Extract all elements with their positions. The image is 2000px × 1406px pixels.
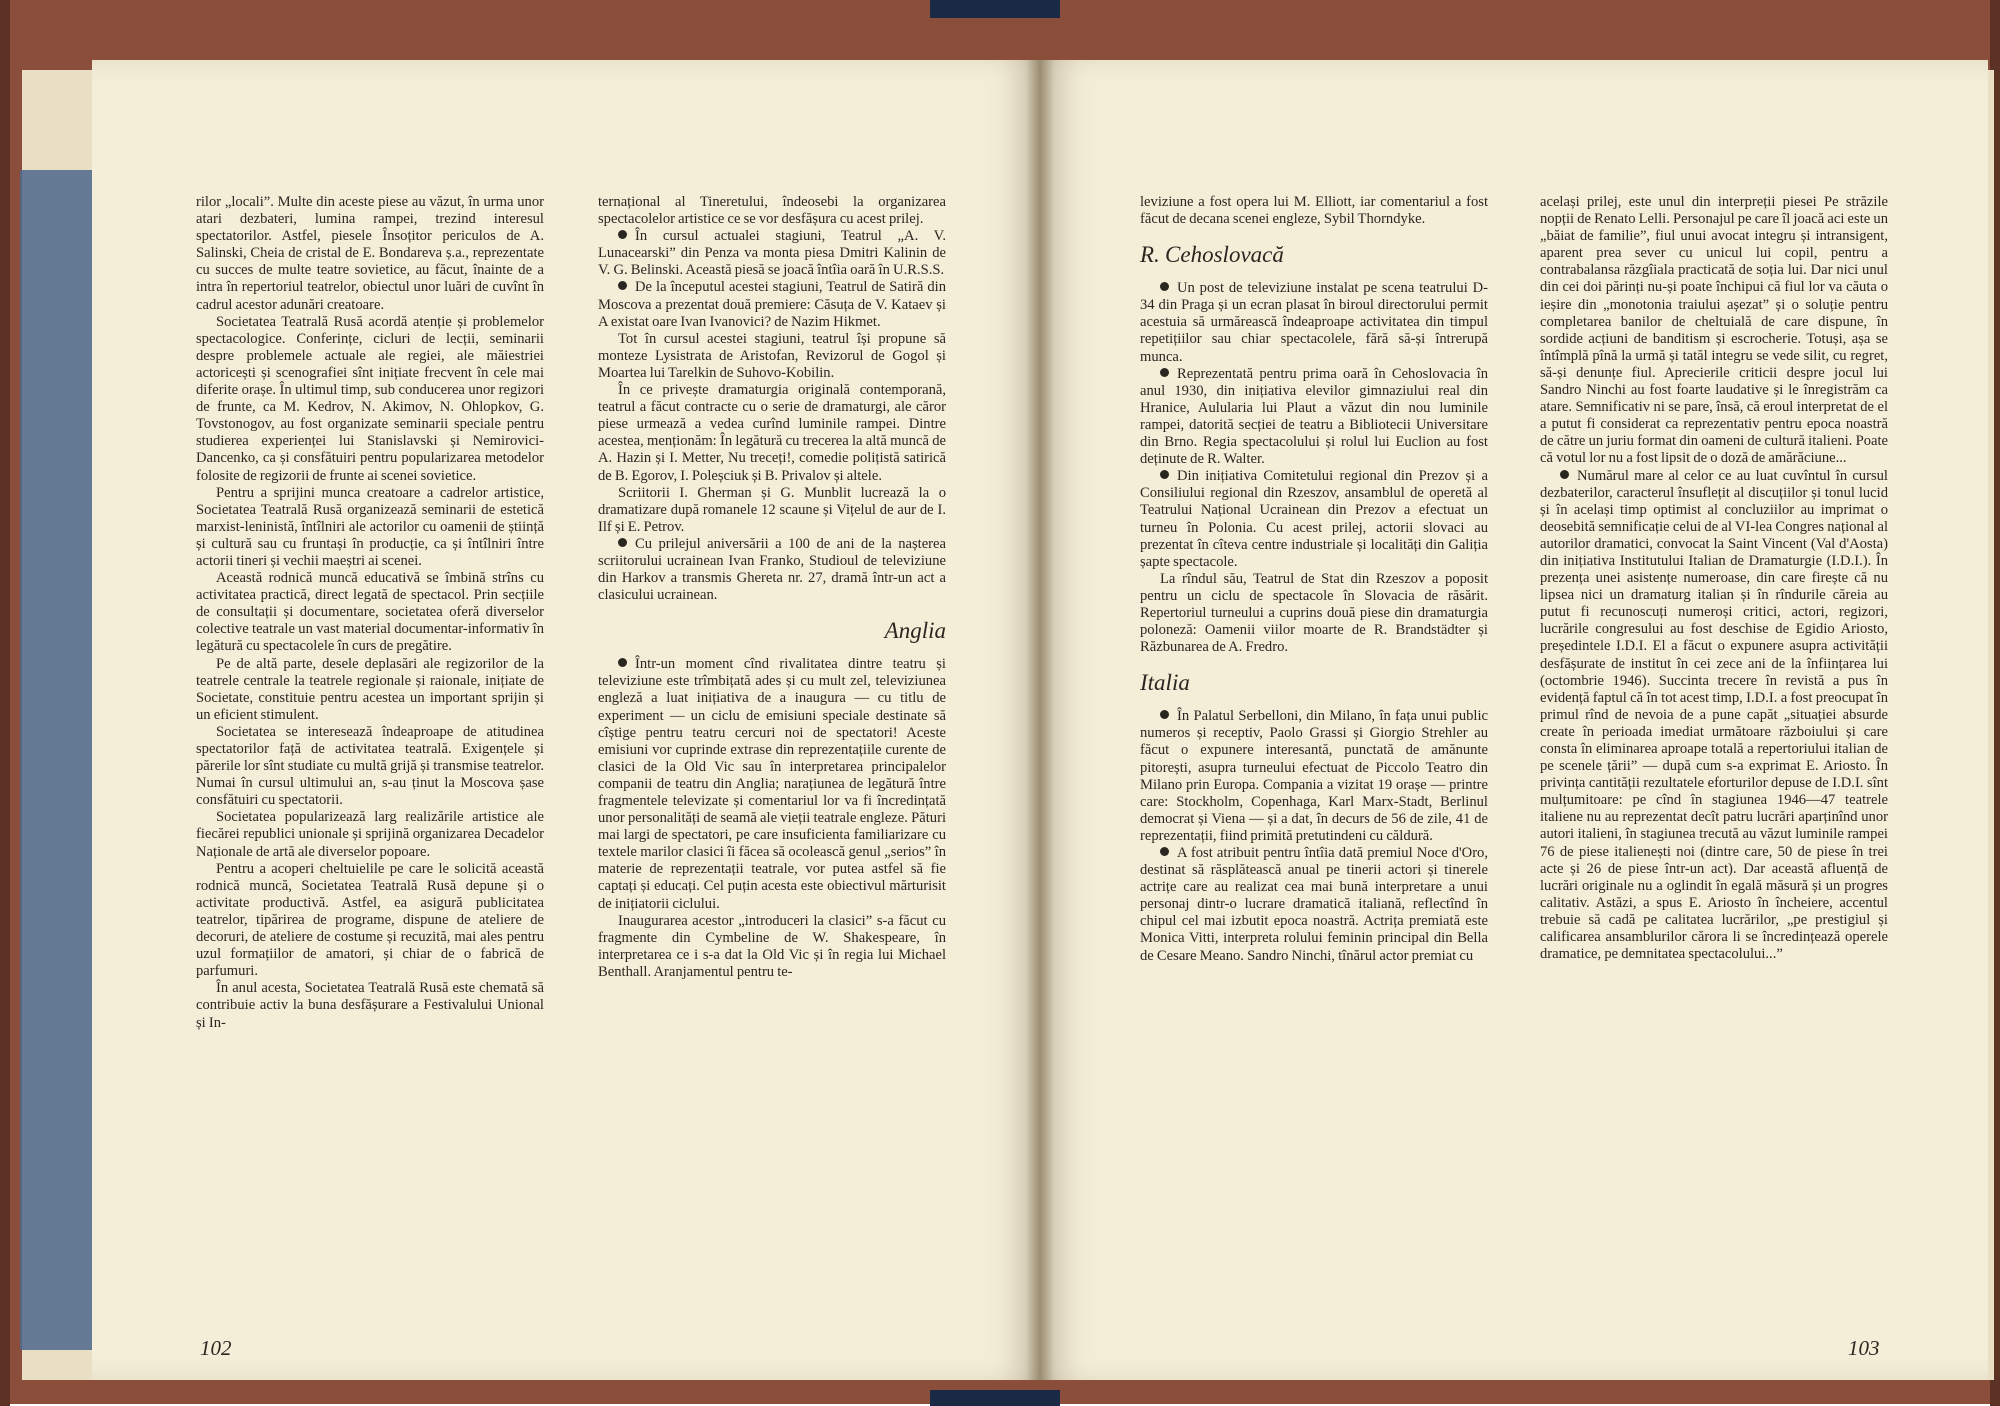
paragraph: Această rodnică muncă educativă se îmbină strîns cu activitatea practică, direct legată de spectacol. Prin secțiile de consultații și documentare, societatea oferă diverselor colective teatrale un vast material documentar-informativ în legătură cu spectacolele în curs de pregătire. bbox=[196, 570, 544, 655]
bullet-icon bbox=[618, 230, 627, 239]
spine-band-bottom bbox=[930, 1390, 1060, 1406]
paragraph: rilor „locali”. Multe din aceste piese au văzut, în urma unor atari dezbateri, lumina rampei, trezind interesul spectatorilor. Astfel, piesele Însoțitor periculos de A. Salinski, Cheia de cristal de E. Bondareva ș.a., reprezentate cu succes de multe teatre sovietice, au făcut, înainte de a intra în repertoriul teatrelor, obiectul unor luări de cuvînt în cadrul acestor adunări creatoare. bbox=[196, 194, 544, 313]
paragraph: În anul acesta, Societatea Teatrală Rusă este chemată să contribuie activ la buna desfășurare a Festivalului Unional și In- bbox=[196, 980, 544, 1031]
right-page-column-2 bbox=[1540, 194, 1888, 963]
section-heading: R. Cehoslovacă bbox=[1140, 242, 1284, 268]
paragraph: Numărul mare al celor ce au luat cuvîntul în cursul dezbaterilor, caracterul însuflețit al discuțiilor și tonul lucid și în același timp optimist al concluziilor au imprimat o deosebită semnificație celui de al VI-lea Congres național al autorilor dramatici, convocat la Saint Vincent (Val d'Aosta) din inițiativa Institutului Italian de Dramaturgie (I.D.I.). În prezența unei asistențe numeroase, din care firește că nu lipsea nici un dramaturg italian și în rîndurile căreia au putut fi recunoscuți numeroși critici, actori, regizori, lucrările congresului au fost deschise de Egidio Ariosto, președintele I.D.I. El a făcut o expunere asupra activității desfășurate de institut în cei zece ani de la înființarea lui (octombrie 1946). Succinta trecere în revistă a pus în evidență faptul că în tot acest timp, I.D.I. a fost preocupat în primul rînd de nevoia de a pune capăt „situației absurde create în perioada imediat următoare războiului și care consta în eliminarea aproape totală a repertoriului italian de pe scenele țării” — după cum s-a exprimat E. Ariosto. În privința cantității rezultatele eforturilor depuse de I.D.I. sînt mulțumitoare: pe cînd în stagiunea 1946—47 teatrele italiene nu au reprezentat decît patru lucrări aparținînd unor autori italieni, în stagiunea trecută au văzut luminile rampei 76 de piese italienești noi (dintre care, 50 de piese în trei acte și 26 de piese într-un act). Dar această afluență de lucrări originale nu a oglindit în egală măsură și un progres calitativ. Astăzi, a spus E. Ariosto în încheiere, accentul trebuie să cadă pe calitatea lucrărilor, „pe prestigiul și calificarea ansamblurilor cărora li se încredințează operele dramatice, pe demnitatea spectacolului...” bbox=[1540, 467, 1888, 963]
paragraph: În ce privește dramaturgia originală contemporană, teatrul a făcut contracte cu o serie de dramaturgi, ale căror piese urmează a vedea curînd luminile rampei. Dintre acestea, menționăm: În legătură cu trecerea la altă muncă de A. Hazin și I. Metter, Nu treceți!, comedie polițistă satirică de B. Egorov, I. Poleșciuk și B. Privalov și altele. bbox=[598, 382, 946, 484]
paragraph: Inaugurarea acestor „introduceri la clasici” s-a făcut cu fragmente din Cymbeline de W. Shakespeare, în interpretarea ce i s-a dat la Old Vic și în regia lui Michael Benthall. Aranjamentul pentru te- bbox=[598, 912, 946, 980]
left-page bbox=[92, 60, 1040, 1380]
page-number: 102 bbox=[200, 1336, 232, 1360]
cover-edge-left bbox=[0, 0, 10, 1406]
paragraph: Societatea se interesează îndeaproape de atitudinea spectatorilor față de activitatea teatrală. Exigențele și părerile lor sînt studiate cu multă grijă și transmise teatrelor. Numai în cursul ultimului an, s-au ținut la Moscova șase consfătuiri cu spectatorii. bbox=[196, 723, 544, 809]
paragraph: același prilej, este unul din interpreții piesei Pe străzile nopții de Renato Lelli. Personajul pe care îl joacă aci este un „băiat de familie”, fiul unui avocat integru și intransigent, aparent prea sever cu unicul lui copil, pentru a contrabalansa răzgîiala practicată de soția lui. Dar nici unul din cei doi părinți nu-și poate închipui că fiul lor va căuta o ieșire din „monotonia traiului așezat” și o soluție pentru completarea banilor de cheltuială de care dispune, în sordide acțiuni de banditism și escrocherie. Totuși, așa se întîmplă pînă la urmă și tatăl integru se vede silit, cu regret, să-și denunțe fiul. Aprecierile criticii despre jocul lui Sandro Ninchi au fost foarte laudative și le înregistrăm ca atare. Semnificativ ni se pare, însă, că eroul interpretat de el a putut fi considerat ca reprezentativ pentru epoca noastră de către un juriu format din oameni de cultură italieni. Poate că votul lor nu a fost lipsit de o doză de amărăciune... bbox=[1540, 194, 1888, 467]
paragraph: Pentru a acoperi cheltuielile pe care le solicită această rodnică muncă, Societatea Teatrală Rusă depune și o activitate productivă. Astfel, ea asigură publicitatea teatrelor, tipărirea de programe, dispune de ateliere de decoruri, de ateliere de costume și recuzită, mai ales pentru uzul formațiilor de amatori, și chiar de o fabrică de parfumuri. bbox=[196, 860, 544, 980]
paragraph: Din inițiativa Comitetului regional din Prezov și a Consiliului regional din Rzeszov, ansamblul de operetă al Teatrului Național Ucrainean din Prezov a efectuat un turneu în Polonia. Cu acest prilej, actorii slovaci au prezentat în cîteva centre industriale și localități din Galiția șapte spectacole. bbox=[1140, 468, 1488, 570]
paragraph: Într-un moment cînd rivalitatea dintre teatru și televiziune este trîmbițată ades și cu mult zel, televiziunea engleză a luat inițiativa de a inaugura — cu titlu de experiment — un ciclu de emisiuni speciale destinate să cîștige pentru teatru cercuri noi de spectatori! Aceste emisiuni vor cuprinde extrase din reprezentațiile curente de clasici de la Old Vic sau în interpretarea principalelor companii de teatru din Anglia; narațiunea de legătură între fragmentele televizate și comentariul lor va fi încredințată unor personalități de seamă ale vieții teatrale engleze. Pături mai largi de spectatori, pe care insuficienta familiarizare cu textele marilor clasici îi făcea să ocolească genul „serios” în materie de reprezentații teatrale, vor putea astfel să fie captați și educați. Cel puțin acesta este obiectivul mărturisit de inițiatorii ciclului. bbox=[598, 656, 946, 912]
paragraph: A fost atribuit pentru întîia dată premiul Noce d'Oro, destinat să răsplătească anual pe tinerii actori și tinerele actrițe care au realizat cea mai bună interpretare a unui personaj dintr-o lucrare dramatică italiană, reflectînd în chipul cel mai izbutit epoca noastră. Actrița premiată este Monica Vitti, interpreta rolului feminin principal din Bella de Cesare Meano. Sandro Ninchi, tînărul actor premiat cu bbox=[1140, 845, 1488, 964]
paragraph: Societatea Teatrală Rusă acordă atenție și problemelor spectacologice. Conferințe, cicluri de lecții, seminarii despre problemele actuale ale regiei, ale măiestriei actoricești și scenografiei sînt inițiate frecvent în cele mai diferite orașe. În ultimul timp, sub conducerea unor regizori de frunte, ca M. Kedrov, N. Akimov, N. Ohlopkov, G. Tovstonogov, au fost organizate seminarii speciale pentru studierea experienței lui Stanislavski și Nemirovici-Dancenko, ca și consfătuiri pentru popularizarea metodelor folosite de regizorii de frunte ai scenei sovietice. bbox=[196, 313, 544, 484]
bullet-icon bbox=[1160, 368, 1169, 377]
left-page-column-1 bbox=[196, 194, 544, 1032]
bullet-icon bbox=[618, 538, 627, 547]
page-number: 103 bbox=[1848, 1336, 1880, 1360]
paragraph: Scriitorii I. Gherman și G. Munblit lucrează la o dramatizare după romanele 12 scaune și Vițelul de aur de I. Ilf și E. Petrov. bbox=[598, 484, 946, 535]
spine-band-top bbox=[930, 0, 1060, 18]
endpaper bbox=[20, 170, 92, 1350]
bullet-icon bbox=[1160, 710, 1169, 719]
bullet-icon bbox=[618, 281, 627, 290]
left-page-column-2 bbox=[598, 194, 946, 981]
right-page bbox=[1040, 60, 1988, 1380]
right-page-column-1 bbox=[1140, 194, 1488, 965]
paragraph: Societatea popularizează larg realizările artistice ale fiecărei republici unionale și sprijină organizarea Decadelor Naționale de artă ale diverselor popoare. bbox=[196, 809, 544, 860]
book-gutter bbox=[1026, 60, 1054, 1380]
section-heading: Anglia bbox=[884, 618, 946, 644]
paragraph: La rîndul său, Teatrul de Stat din Rzeszov a poposit pentru un ciclu de spectacole în Slovacia de răsărit. Repertoriul turneului a cuprins două piese din dramaturgia poloneză: Oamenii viilor moarte de R. Brandstädter și Răzbunarea de A. Fredro. bbox=[1140, 570, 1488, 656]
bullet-icon bbox=[1160, 470, 1169, 479]
paragraph: leviziune a fost opera lui M. Elliott, iar comentariul a fost făcut de decana scenei engleze, Sybil Thorndyke. bbox=[1140, 194, 1488, 228]
bullet-icon bbox=[1560, 470, 1569, 479]
bullet-icon bbox=[1160, 847, 1169, 856]
paragraph: Tot în cursul acestei stagiuni, teatrul își propune să monteze Lysistrata de Aristofan, Revizorul de Gogol și Moartea lui Tarelkin de Suhovo-Kobilin. bbox=[598, 330, 946, 381]
section-heading: Italia bbox=[1140, 670, 1190, 696]
bullet-icon bbox=[1160, 282, 1169, 291]
paragraph: În cursul actualei stagiuni, Teatrul „A. V. Lunacearski” din Penza va monta piesa Dmitri Kalinin de V. G. Belinski. Această piesă se joacă întîia oară în U.R.S.S. bbox=[598, 228, 946, 279]
paragraph: Cu prilejul aniversării a 100 de ani de la nașterea scriitorului ucrainean Ivan Franko, Studioul de televiziune din Harkov a transmis Ghereta nr. 27, dramă într-un act a clasicului ucrainean. bbox=[598, 535, 946, 604]
paragraph: Pe de altă parte, desele deplasări ale regizorilor de la teatrele centrale la teatrele regionale și raionale, inițiate de Societate, constituie pentru acestea un important sprijin și un eficient stimulent. bbox=[196, 655, 544, 723]
paragraph: Reprezentată pentru prima oară în Cehoslovacia în anul 1930, din inițiativa elevilor gimnaziului real din Hranice, Aulularia lui Plaut a văzut din nou luminile rampei, datorită secției de teatru a Bibliotecii Universitare din Brno. Regia spectacolului și rolul lui Euclion au fost deținute de R. Walter. bbox=[1140, 365, 1488, 468]
bullet-icon bbox=[618, 658, 627, 667]
paragraph: În Palatul Serbelloni, din Milano, în fața unui public numeros și receptiv, Paolo Grassi și Giorgio Strehler au făcut o expunere interesantă, punctată de amănunte pitorești, asupra turneului efectuat de Piccolo Teatro din Milano prin Europa. Compania a vizitat 19 orașe — printre care: Stockholm, Copenhaga, Karl Marx-Stadt, Berlinul democrat și Viena — și a dat, în decurs de 56 de zile, 41 de reprezentații, fiind primită pretutindeni cu căldură. bbox=[1140, 708, 1488, 844]
paragraph: Un post de televiziune instalat pe scena teatrului D-34 din Praga și un ecran plasat în biroul directorului permit acestuia să urmărească îndeaproape activitatea din timpul repetițiilor sau chiar spectacolele, fără să-și întrerupă munca. bbox=[1140, 280, 1488, 365]
paragraph: ternațional al Tineretului, îndeosebi la organizarea spectacolelor artistice ce se vor desfășura cu acest prilej. bbox=[598, 194, 946, 228]
paragraph: Pentru a sprijini munca creatoare a cadrelor artistice, Societatea Teatrală Rusă organizează seminarii de estetică marxist-leninistă, întîlniri ale actorilor cu oamenii de știință și cultură sau cu fruntași în producție, ca și întîlniri între actorii tineri și vechii maeștri ai scenei. bbox=[196, 484, 544, 569]
paragraph: De la începutul acestei stagiuni, Teatrul de Satiră din Moscova a prezentat două premiere: Căsuța de V. Kataev și A existat oare Ivan Ivanovici? de Nazim Hikmet. bbox=[598, 279, 946, 330]
